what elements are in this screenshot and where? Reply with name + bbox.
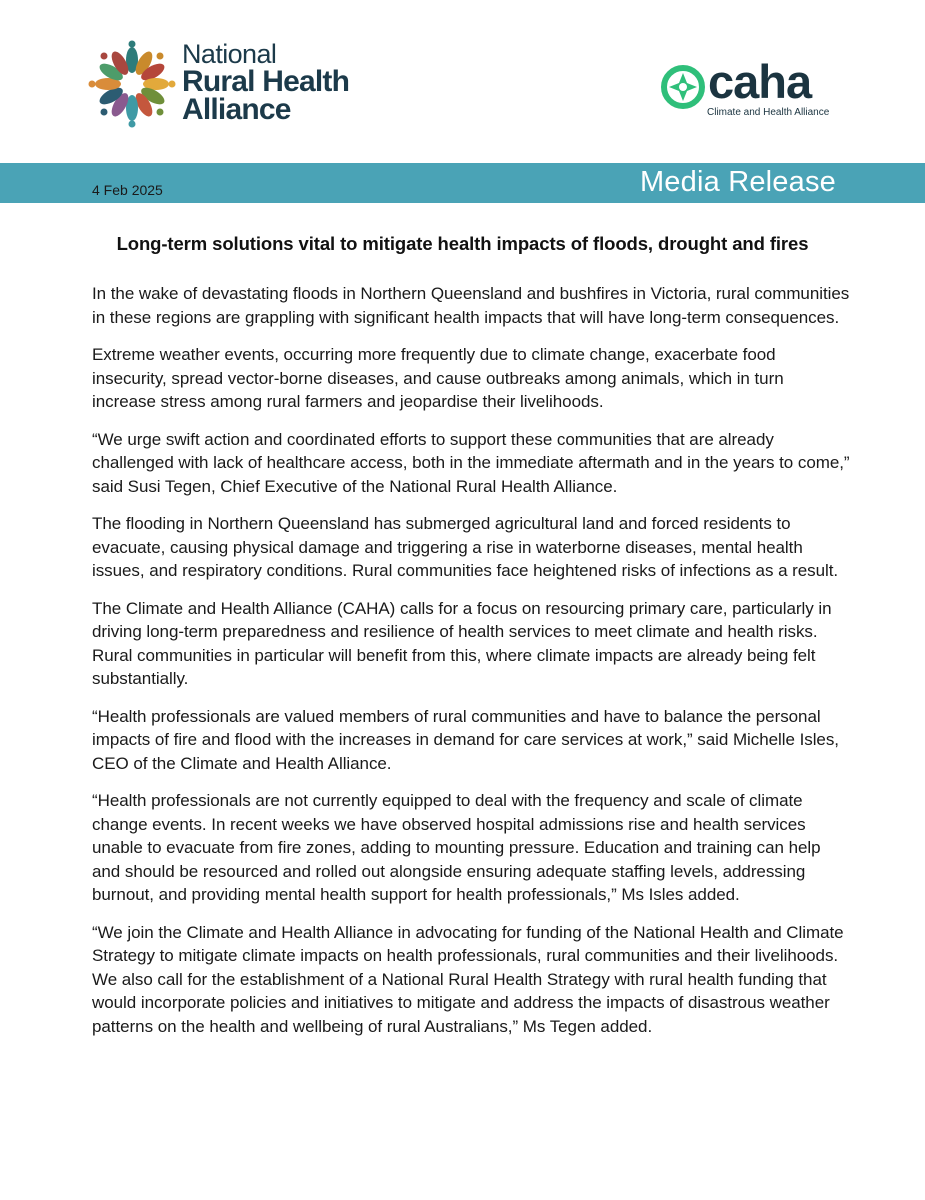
article-body: [92, 282, 852, 1052]
caha-wordmark: caha: [708, 55, 812, 108]
banner-title: Media Release: [639, 166, 836, 198]
caha-cross-icon: [660, 64, 706, 110]
paragraph: In the wake of devastating floods in Northern Queensland and bushfires in Victoria, rural communities in these regions are grappling with significant health impacts that will have long-term consequences.: [92, 284, 850, 327]
caha-logo: [660, 55, 840, 122]
paragraph: Extreme weather events, occurring more frequently due to climate change, exacerbate food insecurity, spread vector-borne diseases, and cause outbreaks among animals, which in turn increase stress among rural farmers and jeopardise their livelihoods.: [92, 345, 784, 411]
paragraph: “We join the Climate and Health Alliance in advocating for funding of the National Health and Climate Strategy to mitigate climate impacts on health professionals, rural communities and their livelihoods. We also call for the establishment of a National Rural Health Strategy with rural health funding that would incorporate policies and initiatives to mitigate and address the impacts of disastrous weather patterns on the health and wellbeing of rural Australians,” Ms Tegen added.: [92, 922, 844, 1036]
headline: Long-term solutions vital to mitigate health impacts of floods, drought and fires: [116, 233, 809, 254]
caha-subtitle: Climate and Health Alliance: [707, 107, 830, 118]
paragraph: The flooding in Northern Queensland has submerged agricultural land and forced residents to evacuate, causing physical damage and triggering a rise in waterborne diseases, mental health issues, and respiratory conditions. Rural communities face heightened risks of infections as a result.: [92, 514, 839, 580]
paragraph: “Health professionals are valued members of rural communities and have to balance the personal impacts of fire and flood with the increases in demand for care services at work,” said Michelle Isles, CEO of the Climate and Health Alliance.: [92, 706, 839, 773]
paragraph: The Climate and Health Alliance (CAHA) calls for a focus on resourcing primary care, particularly in driving long-term preparedness and resilience of health services to meet climate and health risks. Rural communities in particular will benefit from this, where climate impacts are already being felt substantially.: [92, 598, 832, 688]
nrha-name-line-2: Rural Health: [182, 65, 350, 98]
nrha-name-line-1: National: [182, 39, 277, 69]
nrha-logo: [88, 40, 388, 132]
paragraph: “Health professionals are not currently equipped to deal with the frequency and scale of climate change events. In recent weeks we have observed hospital admissions rise and health services unable to evacuate from fire zones, adding to mounting pressure. Education and training can help and should be resourced and rolled out alongside ensuring adequate staffing levels, addressing burnout, and providing mental health support for health professionals,” Ms Isles added.: [92, 791, 821, 904]
release-date: 4 Feb 2025: [92, 182, 163, 198]
nrha-flower-icon: [88, 40, 176, 128]
paragraph: “We urge swift action and coordinated efforts to support these communities that are already challenged with lack of healthcare access, both in the immediate aftermath and in the years to come,” said Susi Tegen, Chief Executive of the National Rural Health Alliance.: [92, 429, 850, 496]
nrha-name-line-3: Alliance: [182, 93, 291, 126]
